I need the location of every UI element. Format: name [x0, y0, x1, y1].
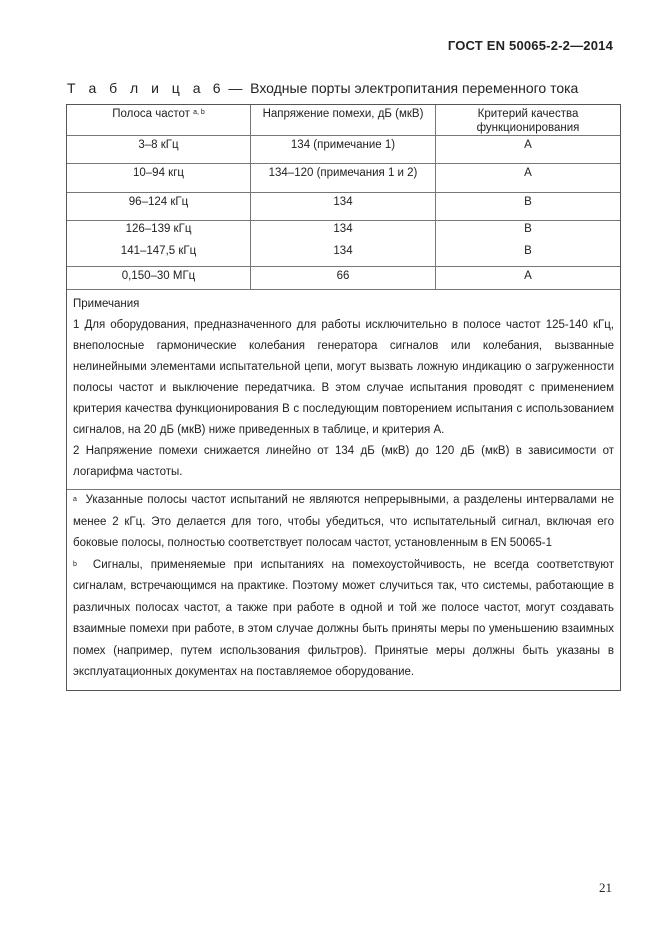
cell-band: 96–124 кГц — [67, 193, 251, 220]
table-row — [67, 243, 620, 266]
cell-band: 3–8 кГц — [67, 136, 251, 163]
cell-voltage: 134 (примечание 1) — [251, 136, 436, 163]
cell-voltage: 134 — [251, 243, 436, 266]
cell-voltage: 134–120 (примечания 1 и 2) — [251, 164, 436, 192]
caption-label: Т а б л и ц а — [67, 80, 205, 96]
cell-band: 0,150–30 МГц — [67, 267, 251, 289]
table-row — [67, 136, 620, 164]
table-row — [67, 267, 620, 290]
cell-criterion: B — [524, 245, 532, 257]
note-2: 2 Напряжение помехи снижается линейно от 134 дБ (мкВ) до 120 дБ (мкВ) в зависимости от логарифма частоты. — [73, 445, 614, 478]
table-header-row — [67, 105, 620, 136]
document-header: ГОСТ EN 50065-2-2—2014 — [447, 38, 613, 53]
cell-criterion: A — [524, 139, 532, 151]
footnote-b: $^b$ Сигналы, применяемые при испытаниях на помехоустойчивость, не всегда соответствуют сигналам, встречающимся на практике. Поэтому может случиться так, что системы, работающие в различных полосах частот, а также при работе в одной и той же полосе частот, могут создавать взаимные помехи при работе, в этом случае должны быть приняты меры по уменьшению взаимных помех (например, путем использования фильтров). Принятые меры должны быть указаны в эксплуатационных документах на поставляемое оборудование. — [73, 558, 614, 678]
notes-title: Примечания — [73, 298, 140, 310]
header-interference-voltage: Напряжение помехи, дБ (мкВ) — [251, 105, 436, 135]
cell-band: 126–139 кГц — [67, 221, 251, 243]
footnotes-section — [67, 490, 620, 690]
page-number: 21 — [599, 880, 612, 895]
caption-title: Входные порты электропитания переменного тока — [250, 80, 579, 96]
table-row — [67, 221, 620, 243]
cell-voltage: 134 — [251, 221, 436, 243]
cell-criterion: B — [524, 196, 532, 208]
interference-table — [66, 104, 621, 691]
caption-dash: — — [228, 80, 243, 96]
notes-section — [67, 290, 620, 490]
header-performance-criterion: Критерий качества функционирования — [476, 108, 580, 134]
table-caption — [67, 80, 578, 96]
cell-voltage: 134 — [251, 193, 436, 220]
header-frequency-band: Полоса частот $^{a, b}$ — [67, 105, 251, 135]
table-row-group — [67, 221, 620, 267]
table-row — [67, 193, 620, 221]
cell-voltage: 66 — [251, 267, 436, 289]
cell-band: 10–94 кгц — [67, 164, 251, 192]
footnote-a: $^a$ Указанные полосы частот испытаний не являются непрерывными, а разделены интервалами не менее 2 кГц. Это делается для того, чтобы убедиться, что испытательный сигнал, включая его боковые полосы, полностью соответствует полосам частот, установленным в EN 50065-1 — [73, 494, 614, 549]
caption-number: 6 — [212, 80, 221, 96]
note-1: 1 Для оборудования, предназначенного для работы исключительно в полосе частот 125-140 кГц, внеполосные гармонические колебания генератора сигналов или колебания, вызванные нелинейными элементами испытательной цепи, могут вызвать ложную индикацию о загруженности полосы частот и выключение передатчика. В этом случае испытания проводят с применением критерия качества функционирования B с последующим повторением испытания с использованием сигналов, на 20 дБ (мкВ) ниже приведенных в таблице, и критерия A. — [73, 319, 614, 436]
cell-band: 141–147,5 кГц — [67, 243, 251, 266]
cell-criterion: B — [524, 223, 532, 235]
cell-criterion: A — [524, 167, 532, 179]
cell-criterion: A — [524, 270, 532, 282]
table-row — [67, 164, 620, 193]
